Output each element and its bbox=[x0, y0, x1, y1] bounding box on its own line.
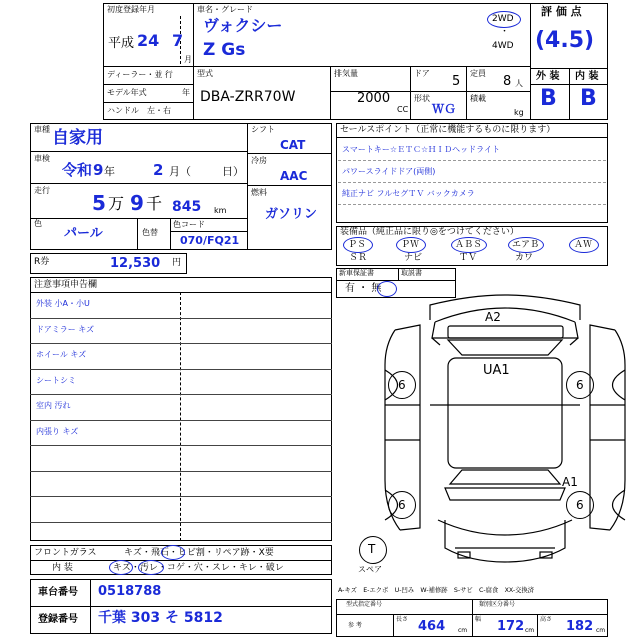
category-label: 車種 bbox=[34, 125, 50, 134]
score-label: 評 価 点 bbox=[541, 5, 582, 18]
equip-airbag-circle bbox=[508, 237, 544, 253]
height-unit: cm bbox=[596, 627, 606, 634]
interior-row-options: キズ・汚レ・コゲ・穴・スレ・キレ・破レ bbox=[113, 563, 284, 573]
capacity-unit: 人 bbox=[515, 79, 523, 88]
model-year-label: モデル年式 bbox=[107, 88, 147, 97]
load-unit: kg bbox=[514, 108, 524, 117]
type-number-label: 型式指定番号 bbox=[346, 601, 383, 608]
recycle-unit: 円 bbox=[172, 258, 182, 268]
dealer-label: ディーラー・並 行 bbox=[107, 70, 173, 79]
capacity-value: 8 bbox=[503, 74, 512, 89]
length-value: 464 bbox=[418, 619, 446, 634]
notes-row-divider bbox=[30, 496, 332, 497]
color-value: パール bbox=[64, 226, 103, 241]
note-1: 外装 小A・小U bbox=[36, 299, 90, 308]
first-reg-year: 24 bbox=[137, 31, 160, 50]
car-name-label: 車名・グレード bbox=[197, 5, 253, 14]
displacement-label: 排気量 bbox=[334, 69, 358, 78]
displacement-value: 2000 bbox=[357, 91, 391, 106]
equip-sr: ＳＲ bbox=[349, 253, 368, 263]
car-grade: Z Gs bbox=[203, 40, 246, 60]
equip-pw-circle bbox=[396, 237, 426, 253]
shift-value: CAT bbox=[280, 138, 306, 152]
interior-dirt-circle bbox=[138, 560, 164, 575]
interior-scratch-circle bbox=[109, 560, 133, 575]
glass-chip-circle bbox=[161, 545, 185, 560]
chassis-value: 0518788 bbox=[98, 584, 162, 599]
recycle-label: R券 bbox=[34, 257, 50, 267]
mileage-unit: km bbox=[214, 206, 227, 215]
type-label: 型式 bbox=[197, 69, 213, 78]
equip-abs: ＡＢＳ bbox=[455, 240, 483, 250]
interior-label: 内 装 bbox=[575, 71, 599, 82]
chassis-label: 車台番号 bbox=[38, 587, 78, 598]
drive-dot: ・ bbox=[500, 27, 510, 37]
load-label: 積載 bbox=[470, 94, 486, 103]
sales-point-2: パワースライドドア(両側) bbox=[342, 167, 436, 176]
equip-leather: カワ bbox=[515, 253, 534, 263]
mileage-sen: 9 bbox=[130, 191, 144, 215]
equip-tv: ＴＶ bbox=[459, 253, 478, 263]
drive-4wd: 4WD bbox=[492, 41, 514, 51]
height-value: 182 bbox=[566, 619, 594, 634]
inspection-year: 9 bbox=[93, 161, 104, 179]
equip-airbag: エアＢ bbox=[512, 240, 540, 250]
damage-code-a1: A1 bbox=[562, 475, 578, 489]
spare-label: スペア bbox=[358, 565, 382, 574]
first-reg-label: 初度登録年月 bbox=[107, 5, 155, 14]
ac-value: AAC bbox=[280, 169, 308, 183]
notes-row-divider bbox=[30, 318, 332, 319]
equip-ps-circle bbox=[343, 237, 373, 253]
mileage-rest: 845 bbox=[172, 199, 202, 215]
equip-pw: ＰＷ bbox=[401, 240, 420, 250]
type-value: DBA-ZRR70W bbox=[200, 89, 296, 105]
door-value: 5 bbox=[452, 74, 461, 89]
width-value: 172 bbox=[497, 619, 525, 634]
note-5: 室内 汚れ bbox=[36, 401, 71, 410]
first-reg-month-unit: 月 bbox=[184, 55, 192, 64]
spare-value: T bbox=[368, 542, 376, 556]
equip-aw-circle bbox=[569, 237, 599, 253]
tire-front-left-value: 6 bbox=[398, 378, 406, 392]
damage-code-a2: A2 bbox=[485, 310, 501, 324]
manual-label: 取説書 bbox=[401, 269, 422, 277]
drive-2wd: 2WD bbox=[492, 14, 514, 24]
category-value: 自家用 bbox=[52, 128, 103, 148]
height-label: 高さ bbox=[540, 616, 553, 623]
equip-navi: ナビ bbox=[404, 253, 423, 263]
legend: A-キズ E-エクボ U-凹み W-補修跡 S-サビ C-腐食 XX-交換済 bbox=[338, 587, 535, 594]
tire-front-right-value: 6 bbox=[576, 378, 584, 392]
mileage-sen-unit: 千 bbox=[146, 194, 163, 213]
warranty-value: 有 ・ 無 bbox=[345, 283, 382, 294]
fuel-value: ガソリン bbox=[265, 207, 318, 222]
color-change-label: 色替 bbox=[142, 228, 158, 237]
glass-label: フロントガラス bbox=[34, 548, 97, 558]
shift-label: シフト bbox=[251, 125, 275, 134]
note-4: シートシミ bbox=[36, 376, 76, 385]
inspection-label: 車検 bbox=[34, 154, 50, 163]
sales-points-title: セールスポイント（正常に機能するものに限ります） bbox=[340, 125, 556, 135]
note-3: ホイール キズ bbox=[36, 350, 87, 359]
door-label: ドア bbox=[414, 69, 430, 78]
color-code-label: 色コード bbox=[173, 220, 205, 229]
sales-point-3: 純正ナビ フルセグＴＶ バックカメラ bbox=[342, 189, 475, 198]
model-year-unit: 年 bbox=[182, 88, 190, 97]
color-label: 色 bbox=[34, 219, 42, 228]
notes-title: 注意事項申告欄 bbox=[34, 280, 98, 290]
interior-row-label: 内 装 bbox=[52, 563, 73, 573]
warranty-label: 新車保証書 bbox=[339, 269, 374, 277]
notes-row-divider bbox=[30, 522, 332, 523]
registration-value: 千葉 303 そ 5812 bbox=[98, 610, 223, 626]
equip-ps: ＰＳ bbox=[348, 240, 367, 250]
notes-row-divider bbox=[30, 445, 332, 446]
notes-row-divider bbox=[30, 343, 332, 344]
width-label: 幅 bbox=[475, 616, 482, 623]
tire-rear-right-value: 6 bbox=[576, 498, 584, 512]
score-value: (4.5) bbox=[535, 28, 595, 53]
mileage-man-unit: 万 bbox=[108, 194, 125, 213]
ac-label: 冷房 bbox=[251, 156, 267, 165]
equip-aw: ＡＷ bbox=[574, 240, 593, 250]
capacity-label: 定員 bbox=[470, 69, 486, 78]
recycle-value: 12,530 bbox=[110, 256, 161, 271]
color-code-value: 070/FQ21 bbox=[180, 234, 240, 247]
inspection-day-unit: 日） bbox=[222, 165, 244, 178]
length-label: 長さ bbox=[396, 616, 409, 623]
inspection-month: 2 bbox=[153, 161, 164, 179]
length-unit: cm bbox=[458, 627, 468, 634]
inspection-year-unit: 年 bbox=[104, 165, 115, 178]
note-6: 内張り キズ bbox=[36, 427, 79, 436]
exterior-label: 外 装 bbox=[536, 71, 560, 82]
cc-unit: CC bbox=[397, 105, 409, 114]
glass-options: キズ・飛石・ヒビ割・リペア跡・X要 bbox=[124, 548, 274, 558]
registration-label: 登録番号 bbox=[38, 614, 78, 625]
recycle-section bbox=[30, 253, 187, 274]
class-number-label: 類別区分番号 bbox=[479, 601, 516, 608]
inspection-era: 令和 bbox=[62, 161, 93, 179]
equipment-title: 装備品（純正品に限り◎をつけてください） bbox=[340, 227, 519, 237]
first-reg-era: 平成 bbox=[108, 36, 135, 51]
first-reg-month: 7 bbox=[172, 31, 184, 50]
exterior-grade: B bbox=[540, 86, 557, 111]
width-unit: cm bbox=[525, 627, 535, 634]
notes-row-divider bbox=[30, 471, 332, 472]
damage-code-ua1: UA1 bbox=[483, 363, 510, 378]
equip-abs-circle bbox=[451, 237, 487, 253]
interior-grade: B bbox=[580, 86, 597, 111]
notes-row-divider bbox=[30, 394, 332, 395]
car-name: ヴォクシー bbox=[203, 16, 283, 35]
mileage-man: 5 bbox=[92, 191, 106, 215]
handle-label: ハンドル 左・右 bbox=[107, 106, 171, 115]
tire-rear-left-value: 6 bbox=[398, 498, 406, 512]
shape-value: ＷＧ bbox=[432, 102, 457, 116]
fuel-label: 燃料 bbox=[251, 188, 267, 197]
size-ref-label-1: 参 考 bbox=[348, 622, 362, 629]
notes-row-divider bbox=[30, 369, 332, 370]
sales-point-1: スマートキー☆ＥＴＣ☆ＨＩＤヘッドライト bbox=[342, 145, 500, 154]
warranty-none-circle bbox=[377, 281, 397, 297]
notes-row-divider bbox=[30, 420, 332, 421]
note-2: ドアミラー キズ bbox=[36, 325, 95, 334]
shape-label: 形状 bbox=[414, 94, 430, 103]
inspection-month-unit: 月（ bbox=[169, 165, 191, 178]
mileage-label: 走行 bbox=[34, 186, 50, 195]
